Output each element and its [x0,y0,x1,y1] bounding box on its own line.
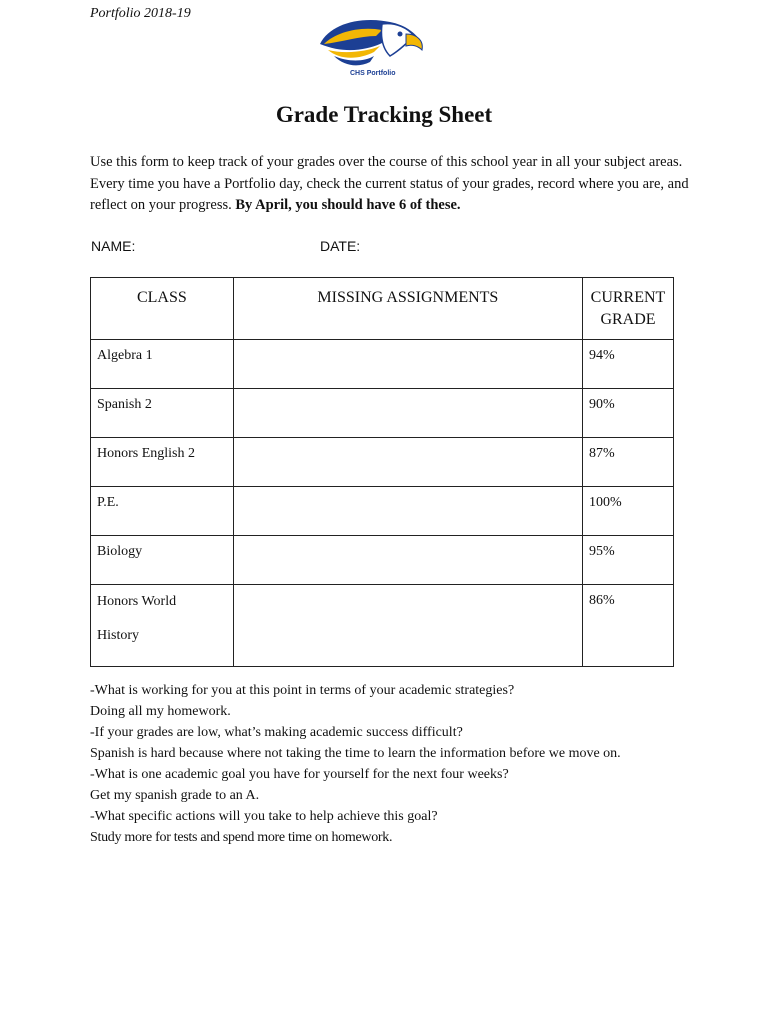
missing-cell[interactable] [233,487,582,536]
portfolio-year-label: Portfolio 2018-19 [90,6,191,21]
question-3: -What is one academic goal you have for yourself for the next four weeks? [90,767,509,782]
question-1: -What is working for you at this point in terms of your academic strategies? [90,683,515,698]
intro-text: Use this form to keep track of your grades over the course of this school year in all your subject areas. Every time you have a Portfolio day, check the current status of your grades, record where you are, and reflect on your progress. [90,154,689,213]
class-cell: Biology [91,536,234,585]
intro-paragraph [90,152,690,217]
grade-cell: 100% [583,487,674,536]
missing-cell[interactable] [233,536,582,585]
table-row [91,536,674,585]
class-cell: Algebra 1 [91,340,234,389]
table-row [91,487,674,536]
grade-table [90,277,674,667]
answer-1: Doing all my homework. [90,704,231,719]
table-row [91,340,674,389]
missing-cell[interactable] [233,340,582,389]
date-label: DATE: [320,238,361,254]
grade-cell: 95% [583,536,674,585]
header-current-grade [583,278,674,340]
missing-cell[interactable] [233,585,582,667]
class-cell: P.E. [91,487,234,536]
answer-4: Study more for tests and spend more time on homework. [90,830,393,845]
header-missing-assignments: MISSING ASSIGNMENTS [233,278,582,340]
class-cell: Spanish 2 [91,389,234,438]
logo-caption: CHS Portfolio [350,70,396,77]
reflection-section [90,680,690,848]
table-row [91,585,674,667]
table-header-row [91,278,674,340]
header-class: CLASS [91,278,234,340]
class-cell [91,585,234,667]
question-2: -If your grades are low, what’s making academic success difficult? [90,725,463,740]
page-title: Grade Tracking Sheet [275,102,493,127]
question-4: -What specific actions will you take to help achieve this goal? [90,809,438,824]
class-line2: History [97,628,139,643]
table-row [91,438,674,487]
answer-3: Get my spanish grade to an A. [90,788,260,803]
table-row [91,389,674,438]
class-line1: Honors World [97,594,177,609]
grade-cell: 86% [583,585,674,667]
intro-bold-text: By April, you should have 6 of these. [235,197,461,213]
grade-cell: 94% [583,340,674,389]
answer-2: Spanish is hard because where not taking the time to learn the information before we move on. [90,746,621,761]
class-cell: Honors English 2 [91,438,234,487]
grade-cell: 90% [583,389,674,438]
header-grade-line1: CURRENT [590,289,666,306]
header-grade-line2: GRADE [600,311,656,328]
grade-cell: 87% [583,438,674,487]
name-label: NAME: [91,238,136,254]
missing-cell[interactable] [233,389,582,438]
missing-cell[interactable] [233,438,582,487]
